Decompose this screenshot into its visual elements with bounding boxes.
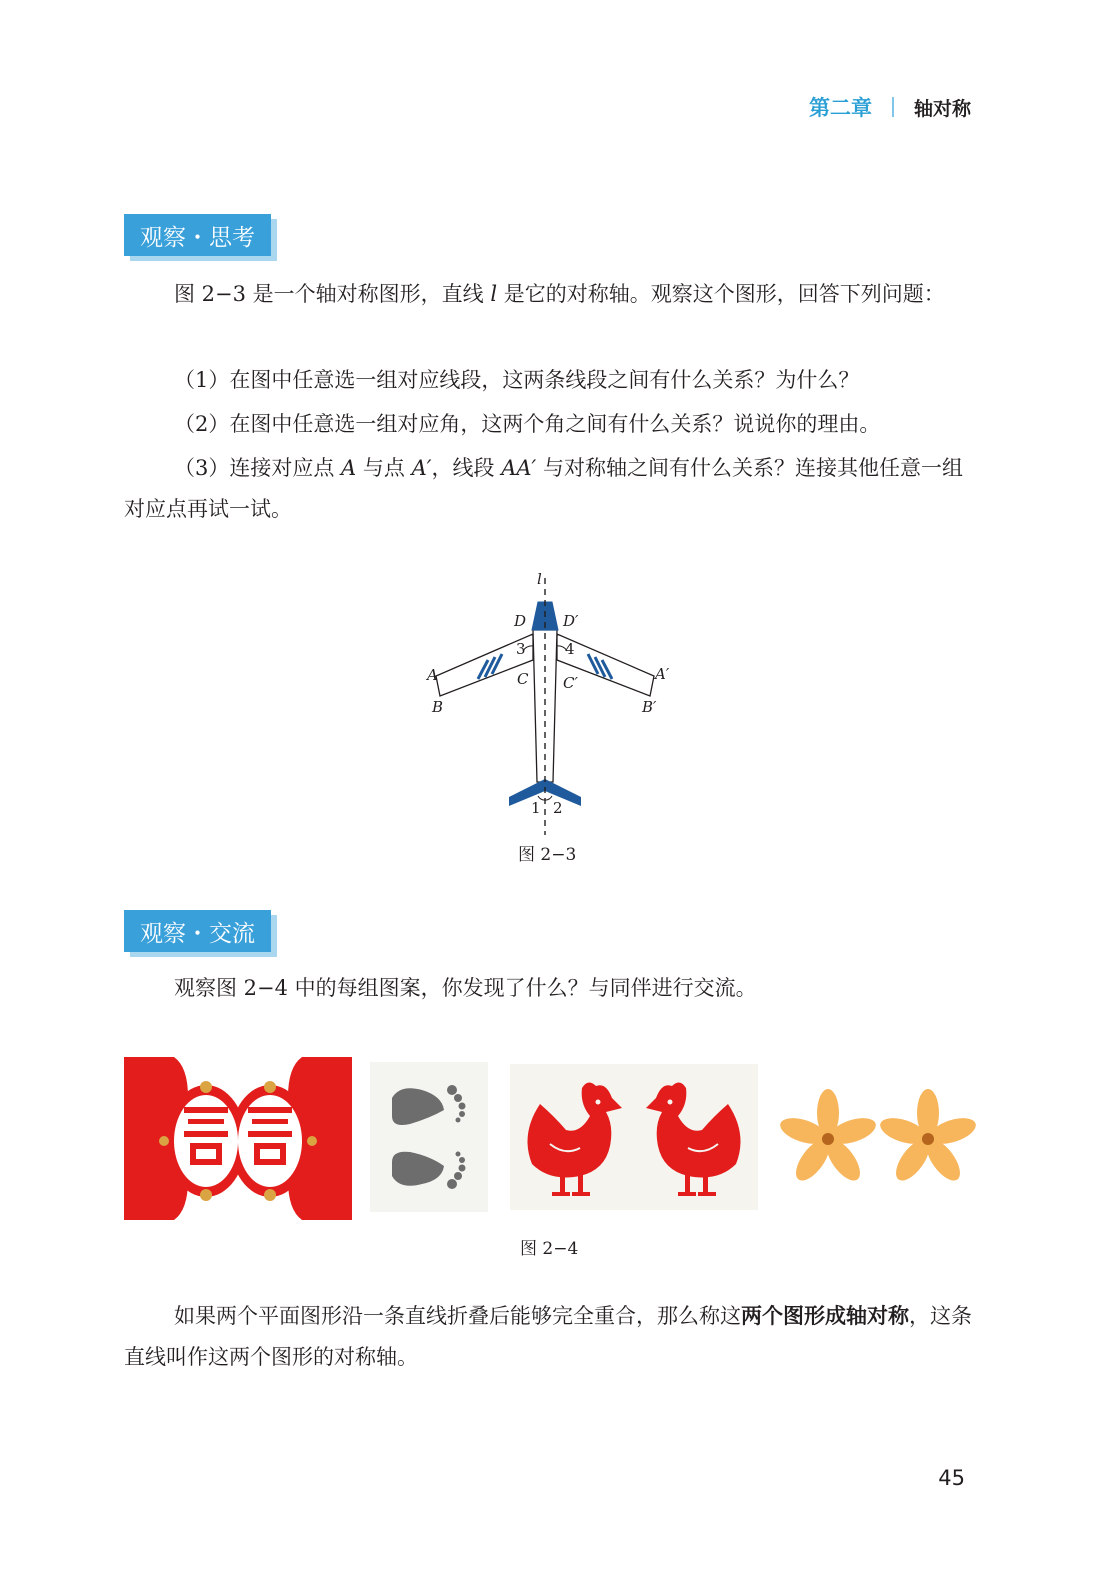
label-3: 3 — [516, 640, 526, 658]
question-1: （1）在图中任意选一组对应线段，这两条线段之间有什么关系？为什么？ — [174, 368, 860, 392]
figure-2-4-caption: 图 2−4 — [520, 1239, 579, 1259]
chapter-label: 第二章 — [808, 96, 872, 120]
footprints-image — [370, 1062, 488, 1212]
label-B-prime: B′ — [642, 698, 657, 716]
section-tag-observe-think: 观察・思考 — [124, 214, 271, 256]
label-l: l — [537, 570, 542, 588]
airplane-figure — [410, 565, 690, 840]
chapter-topic: 轴对称 — [913, 97, 971, 120]
label-D-prime: D′ — [563, 612, 579, 630]
label-2: 2 — [553, 799, 563, 817]
right-flower — [877, 1089, 976, 1186]
double-happiness-image — [124, 1057, 352, 1220]
running-header — [809, 92, 971, 122]
label-4: 4 — [565, 640, 575, 658]
section-tag-observe-discuss: 观察・交流 — [124, 910, 271, 952]
label-B: B — [432, 698, 444, 716]
discussion-paragraph: 观察图 2−4 中的每组图案，你发现了什么？与同伴进行交流。 — [174, 976, 757, 1000]
label-A: A — [427, 666, 438, 684]
definition-paragraph: 如果两个平面图形沿一条直线折叠后能够完全重合，那么称这两个图形成轴对称，这条直线叫作这两个图形的对称轴。 — [124, 1304, 972, 1369]
label-C-prime: C′ — [563, 674, 578, 692]
intro-paragraph: 图 2−3 是一个轴对称图形，直线 l 是它的对称轴。观察这个图形，回答下列问题： — [174, 282, 945, 306]
header-divider — [892, 97, 894, 117]
flowers-image — [780, 1085, 976, 1193]
page-number: 45 — [938, 1466, 965, 1490]
left-flower — [780, 1089, 879, 1186]
tail-right — [545, 779, 581, 806]
figure-2-3-caption: 图 2−3 — [518, 845, 577, 865]
question-3: （3）连接对应点 A 与点 A′，线段 AA′ 与对称轴之间有什么关系？连接其他任意一组对应点再试一试。 — [124, 456, 963, 521]
question-2: （2）在图中任意选一组对应角，这两个角之间有什么关系？说说你的理由。 — [174, 412, 881, 436]
roosters-image — [510, 1064, 758, 1210]
label-A-prime: A′ — [655, 665, 670, 683]
key-term: 两个图形成轴对称 — [741, 1304, 909, 1328]
label-1: 1 — [531, 799, 541, 817]
label-C: C — [517, 670, 529, 688]
label-D: D — [514, 612, 527, 630]
